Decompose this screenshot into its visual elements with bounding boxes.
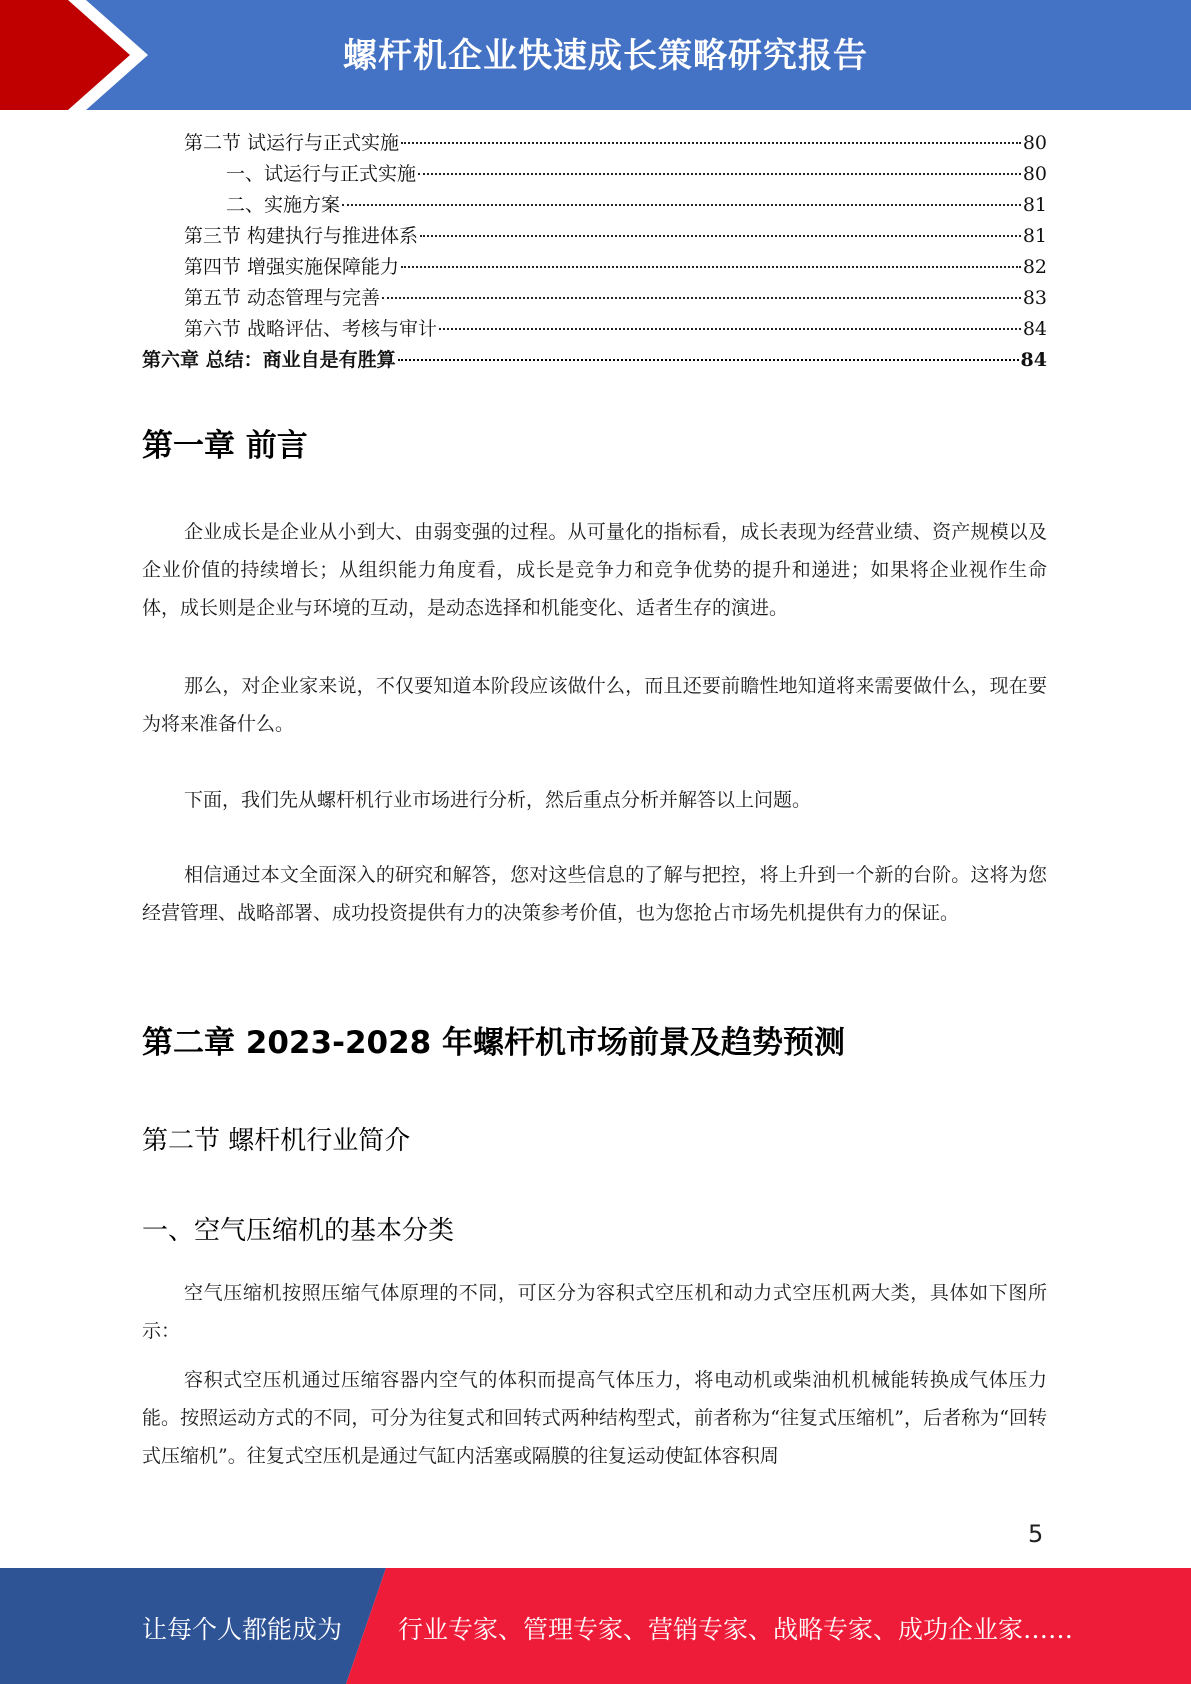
chapter-2-paragraph: 空气压缩机按照压缩气体原理的不同，可区分为容积式空压机和动力式空压机两大类，具体如下图所示： xyxy=(142,1282,1047,1342)
toc-entry-label: 第四节 增强实施保障能力 xyxy=(184,256,400,278)
chapter-1-paragraph: 相信通过本文全面深入的研究和解答，您对这些信息的了解与把控，将上升到一个新的台阶。这将为您经营管理、战略部署、成功投资提供有力的决策参考价值，也为您抢占市场先机提供有力的保证。 xyxy=(142,864,1047,924)
toc-dot-leader xyxy=(401,142,1021,144)
toc-dot-leader xyxy=(398,359,1019,361)
toc-entry-label: 第三节 构建执行与推进体系 xyxy=(184,225,419,247)
subsection-title: 一、空气压缩机的基本分类 xyxy=(142,1216,455,1246)
toc-entry-page: 80 xyxy=(1022,163,1047,185)
page-footer-band xyxy=(0,1568,1191,1684)
toc-entry-label: 第五节 动态管理与完善 xyxy=(184,287,381,309)
toc-entry-page: 84 xyxy=(1022,318,1047,340)
chapter-1-paragraph: 那么，对企业家来说，不仅要知道本阶段应该做什么，而且还要前瞻性地知道将来需要做什么，现在要为将来准备什么。 xyxy=(142,675,1047,735)
section-title: 第二节 螺杆机行业简介 xyxy=(142,1126,411,1156)
toc-entry-page: 81 xyxy=(1022,225,1047,247)
footer-slogan-right: 行业专家、管理专家、营销专家、战略专家、成功企业家…… xyxy=(398,1615,1074,1644)
toc-entry-label: 第六章 总结：商业自是有胜算 xyxy=(142,349,396,371)
toc-entry-page: 82 xyxy=(1022,256,1047,278)
toc-entry-page: 81 xyxy=(1022,194,1047,216)
toc-entry[interactable] xyxy=(142,252,1047,283)
table-of-contents xyxy=(142,128,1047,376)
toc-dot-leader xyxy=(342,204,1021,206)
page-header-band xyxy=(0,0,1191,110)
report-title: 螺杆机企业快速成长策略研究报告 xyxy=(343,36,868,76)
toc-entry-page: 80 xyxy=(1022,132,1047,154)
toc-entry[interactable] xyxy=(142,190,1047,221)
toc-entry[interactable] xyxy=(142,221,1047,252)
toc-entry[interactable] xyxy=(142,283,1047,314)
toc-entry-label: 一、试运行与正式实施 xyxy=(226,163,417,185)
toc-entry-label: 第二节 试运行与正式实施 xyxy=(184,132,400,154)
chapter-2-title: 第二章 2023-2028 年螺杆机市场前景及趋势预测 xyxy=(142,1025,846,1061)
toc-entry-page: 84 xyxy=(1020,349,1047,371)
toc-entry-label: 二、实施方案 xyxy=(226,194,341,216)
chapter-1-title: 第一章 前言 xyxy=(142,428,308,464)
chapter-2-paragraph: 容积式空压机通过压缩容器内空气的体积而提高气体压力，将电动机或柴油机机械能转换成气体压力能。按照运动方式的不同，可分为往复式和回转式两种结构型式，前者称为“往复式压缩机”，后者称为“回转式压缩机”。往复式空压机是通过气缸内活塞或隔膜的往复运动使缸体容积周 xyxy=(142,1369,1047,1467)
toc-entry[interactable] xyxy=(142,345,1047,376)
toc-entry[interactable] xyxy=(142,159,1047,190)
toc-dot-leader xyxy=(382,297,1021,299)
footer-slogan-left: 让每个人都能成为 xyxy=(142,1615,343,1644)
toc-entry-label: 第六节 战略评估、考核与审计 xyxy=(184,318,438,340)
toc-dot-leader xyxy=(401,266,1021,268)
toc-dot-leader xyxy=(420,235,1021,237)
toc-entry[interactable] xyxy=(142,128,1047,159)
toc-dot-leader xyxy=(418,173,1021,175)
toc-dot-leader xyxy=(439,328,1021,330)
toc-entry[interactable] xyxy=(142,314,1047,345)
chapter-1-paragraph: 下面，我们先从螺杆机行业市场进行分析，然后重点分析并解答以上问题。 xyxy=(184,789,812,811)
page-number: 5 xyxy=(1028,1520,1044,1548)
toc-entry-page: 83 xyxy=(1022,287,1047,309)
chapter-1-paragraph: 企业成长是企业从小到大、由弱变强的过程。从可量化的指标看，成长表现为经营业绩、资产规模以及企业价值的持续增长；从组织能力角度看，成长是竞争力和竞争优势的提升和递进；如果将企业视作生命体，成长则是企业与环境的互动，是动态选择和机能变化、适者生存的演进。 xyxy=(142,521,1047,619)
